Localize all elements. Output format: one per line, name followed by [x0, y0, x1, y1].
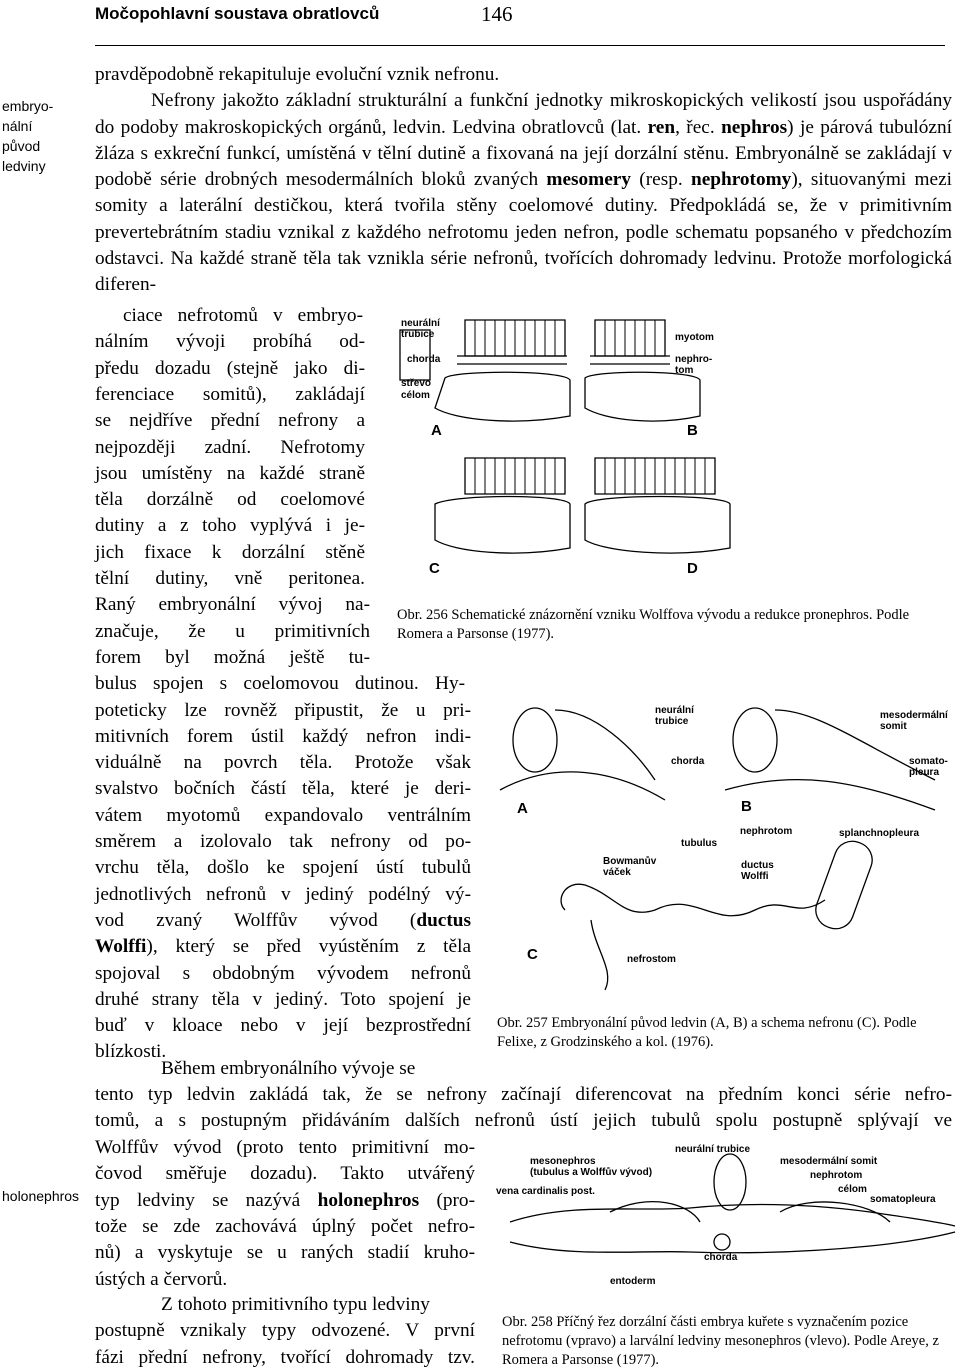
figure-256-caption: Obr. 256 Schematické znázornění vzniku Wolffova vývodu a redukce pronephros. Podle Romera a Parsonse (1977). — [397, 607, 910, 642]
text-span: (resp. — [631, 169, 691, 191]
text-line: blízkosti. — [95, 1041, 167, 1063]
label-nephrotome: nephro- tom — [675, 354, 713, 376]
label-neural-tube: neurální trubice — [401, 318, 440, 340]
text-line: se nejdříve přední nefrony a — [95, 410, 365, 432]
text-line: pravděpodobně rekapituluje evoluční vznik nefronu. — [95, 64, 500, 85]
panel-letter-c: C — [527, 946, 538, 963]
text-line: vrchu těla, došlo ke spojení ústí tubulů — [95, 857, 471, 879]
term-wolffi: Wolffi — [95, 936, 147, 958]
text-line: poteticky lze rovněž připustit, že u pri- — [95, 699, 471, 721]
label-ductus-wolffi: ductus Wolffi — [741, 860, 774, 882]
text-line: Wolffi), který se před vyústěním z těla — [95, 936, 471, 958]
text-line: forem byl možná ještě tu- — [95, 646, 370, 668]
label-splanchnopleura: splanchnopleura — [839, 828, 920, 839]
panel-letter-b: B — [741, 798, 752, 815]
label-somatopleura: somatopleura — [870, 1194, 936, 1205]
label-nephrotome: nephrotom — [810, 1170, 863, 1181]
label-gut-coelom: střevo célom — [401, 378, 432, 401]
text-line: tože se zde zachovává úplný počet nefro- — [95, 1215, 475, 1237]
text-line: Raný embryonální vývoj na- — [95, 594, 370, 616]
text-line: jednotlivých nefronů v jediný podélný vý- — [95, 883, 471, 905]
label-nephrotome: nephrotom — [740, 826, 793, 837]
text-line: ciace nefrotomů v embryo- — [123, 305, 363, 326]
text-line: bulus spojen s coelomovou dutinou. Hy- — [95, 673, 465, 695]
text-line: tělní dutiny, vně peritonea. — [95, 568, 365, 589]
text-line: buď v kloace nebo v její bezprostřední — [95, 1015, 471, 1037]
label-coelom: célom — [838, 1184, 867, 1195]
text-line: mitivních forem ústil každý nefron indi- — [95, 725, 471, 747]
text-line: nejpozději zadní. Nefrotomy — [95, 436, 365, 458]
para2-line1: Během embryonálního vývoje se — [161, 1058, 416, 1079]
text-span: ), situovanými mezi somity a laterální destičkou, která tvořila stěny coelomové dutiny. Předpokládá se, že v primitivním prevertebrátním stadiu vznikal z každého nefrotomu jeden nefron, podle schematu popsaného v předchozím odstavci. Na každé straně těla tak vznikla série nefronů, tvořících dohromady ledvinu. Protože morfologická diferen- — [95, 169, 952, 296]
figure-258 — [490, 1142, 960, 1307]
text-line: předu dozadu (stejně jako di- — [95, 357, 365, 379]
label-chorda: chorda — [704, 1252, 738, 1263]
text-line: postupně vznikaly typy odvozené. V první — [95, 1320, 475, 1342]
label-chorda: chorda — [671, 756, 705, 767]
panel-letter-d: D — [687, 560, 698, 577]
text-span: Nefrony jakožto základní strukturální a funkční jednotky mikroskopických velikostí jsou uspořádány do podoby makroskopických orgánů, ledvin. Ledvina obratlovců (lat. — [95, 90, 952, 138]
term-ductus: ductus — [416, 909, 471, 931]
figure-258-caption: Obr. 258 Příčný řez dorzální části embrya kuřete s vyznačením pozice nefrotomu (vpravo) a larvální ledviny mesonephros (vlevo). Podle Areye, z Romera a Parsonse (1977). — [502, 1314, 939, 1368]
text-line: jsou umístěny na každé straně — [95, 462, 365, 484]
term-nephros: nephros — [721, 116, 788, 138]
paragraph-intro — [95, 62, 952, 299]
text-line: nů) a vyskytuje se u raných stadií kruho- — [95, 1242, 475, 1264]
text-line: svalstvo bočních částí těla, které je deri- — [95, 778, 471, 800]
text-line: jich fixace k dorzální stěně — [95, 541, 365, 563]
text-span: ) je párová tubulózní žláza s exkreční funkcí, umístěná v tělní dutině a fixovaná na její dorzální stěnu. Embryonálně se zakládají v podobě série drobných mesodermálních bloků zvaných — [95, 116, 952, 191]
margin-note-embryonic-origin: embryo- nální původ ledviny — [2, 98, 54, 174]
figure-256 — [395, 308, 760, 598]
text-line: spojoval s obdobným vývodem nefronů — [95, 962, 471, 984]
para2-full — [95, 1082, 952, 1135]
text-line: typ ledviny se nazývá holonephros (pro- — [95, 1189, 475, 1211]
label-vena-cardinalis: vena cardinalis post. — [496, 1186, 595, 1197]
term-ren: ren — [647, 116, 676, 138]
label-neural-tube: neurální trubice — [675, 1144, 751, 1155]
text-span: , řec. — [675, 116, 722, 138]
margin-note-holonephros: holonephros — [2, 1188, 80, 1204]
text-line: čovod směřuje dozadu). Takto utvářený — [95, 1163, 475, 1185]
term-mesomery: mesomery — [546, 169, 631, 191]
label-mesonephros: mesonephros (tubulus a Wolffův vývod) — [530, 1156, 653, 1178]
panel-letter-a: A — [517, 800, 528, 817]
figure-256-drawing — [395, 308, 760, 598]
panel-letter-b: B — [687, 422, 698, 439]
text-line: vod zvaný Wolffův vývod (ductus — [95, 909, 471, 931]
text-line: značuje, že u primitivních — [95, 620, 370, 642]
text-line: ústých a červorů. — [95, 1268, 228, 1290]
text-line: viduálně na povrch těla. Protože však — [95, 752, 471, 774]
label-chorda: chorda — [407, 354, 441, 365]
text-line: tomů, a s postupným přidáváním dalších nefronů ústí jejich tubulů spolu postupně splývají ve — [95, 1110, 952, 1132]
label-bowman: Bowmanův váček — [603, 856, 657, 878]
text-line: tento typ ledvin zakládá tak, že se nefrony začínají diferencovat na předním konci série nefro- — [95, 1084, 952, 1105]
label-entoderm: entoderm — [610, 1276, 656, 1287]
text-line: ferenciace somitů), zakládají — [95, 383, 365, 405]
paragraph-nephrons — [95, 88, 952, 298]
label-mesoderm-somite: mesodermální somit — [780, 1156, 878, 1167]
panel-letter-c: C — [429, 560, 440, 577]
label-myotome: myotom — [675, 332, 714, 343]
label-somatopleura: somato- pleura — [909, 756, 948, 778]
text-line: Z tohoto primitivního typu ledviny — [161, 1294, 430, 1315]
label-nephrostome: nefrostom — [627, 954, 676, 965]
page-number: 146 — [481, 2, 513, 26]
panel-letter-a: A — [431, 422, 442, 439]
label-mesoderm-somite: mesodermální somit — [880, 710, 948, 732]
label-tubulus: tubulus — [681, 838, 718, 849]
text-line: fázi přední nefrony, tvořící dohromady tzv. — [95, 1346, 475, 1368]
text-line: směrem a izolovalo tak nefrony od po- — [95, 831, 471, 852]
term-holonephros: holonephros — [317, 1189, 420, 1211]
text-line: Wolffův vývod (proto tento primitivní mo- — [95, 1137, 475, 1158]
figure-257-caption: Obr. 257 Embryonální původ ledvin (A, B) a schema nefronu (C). Podle Felixe, z Grodzinského a kol. (1976). — [497, 1015, 917, 1050]
term-nephrotomy: nephrotomy — [690, 169, 792, 191]
text-line: dutiny a z toho vyplývá i je- — [95, 515, 365, 537]
text-line: vátem myotomů expandovalo ventrálním — [95, 804, 471, 826]
text-line: těla dorzálně od coelomové — [95, 489, 365, 511]
chapter-title: Močopohlavní soustava obratlovců — [95, 4, 380, 23]
page-header — [95, 0, 945, 46]
text-line: druhé strany těla v jediný. Toto spojení je — [95, 988, 471, 1010]
figure-257 — [495, 680, 955, 1010]
text-line: nálním vývoji probíhá od- — [95, 331, 365, 353]
label-neural-tube: neurální trubice — [655, 705, 694, 727]
